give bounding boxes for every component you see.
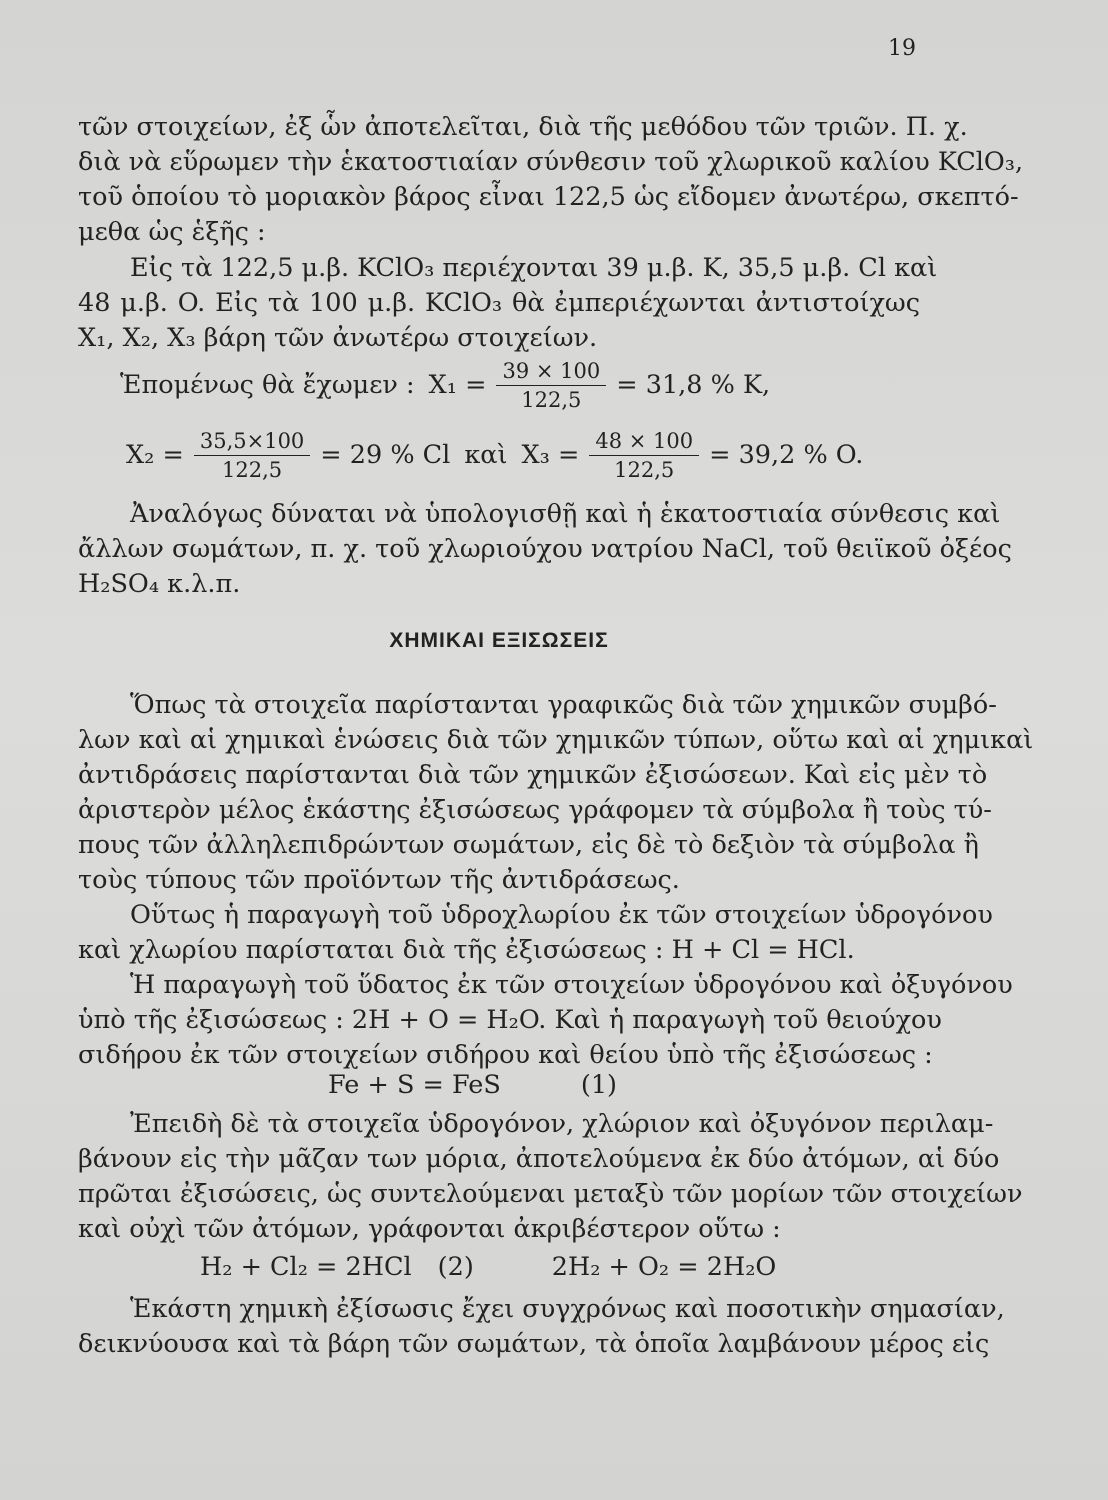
text-line: X₁, X₂, X₃ βάρη τῶν ἀνωτέρω στοιχείων. [78, 323, 598, 353]
text-line: Ἀναλόγως δύναται νὰ ὑπολογισθῇ καὶ ἡ ἑκατοστιαία σύνθεσις καὶ [130, 499, 1001, 529]
text-line: Οὕτως ἡ παραγωγὴ τοῦ ὑδροχλωρίου ἐκ τῶν στοιχείων ὑδρογόνου [130, 900, 993, 930]
fraction [589, 429, 699, 482]
fraction-denominator: 122,5 [222, 457, 283, 482]
text-line: δεικνύουσα καὶ τὰ βάρη τῶν σωμάτων, τὰ ὁποῖα λαμβάνουν μέρος εἰς [78, 1329, 990, 1359]
text-line: ἄλλων σωμάτων, π. χ. τοῦ χλωριούχου νατρίου NaCl, τοῦ θειϊκοῦ ὀξέος [78, 534, 1012, 564]
section-heading: ΧΗΜΙΚΑΙ ΕΞΙΣΩΣΕΙΣ [389, 629, 609, 652]
fraction-numerator: 35,5×100 [194, 429, 310, 456]
equation-lead: Ἑπομένως θὰ ἔχωμεν : [120, 370, 415, 400]
text-line: ὑπὸ τῆς ἐξισώσεως : 2H + O = H₂O. Καὶ ἡ παραγωγὴ τοῦ θειούχου [78, 1005, 942, 1035]
text-line: τοὺς τύπους τῶν προϊόντων τῆς ἀντιδράσεως. [78, 865, 680, 895]
equation-lhs: X₁ = [428, 370, 487, 400]
equation-lhs: X₂ = [126, 440, 184, 470]
text-line: H₂SO₄ κ.λ.π. [78, 569, 241, 599]
equation-label: (1) [580, 1070, 617, 1100]
text-line: μεθα ὡς ἑξῆς : [78, 217, 266, 247]
text-line: τοῦ ὁποίου τὸ μοριακὸν βάρος εἶναι 122,5 ὡς εἴδομεν ἀνωτέρω, σκεπτό- [78, 182, 1019, 212]
equation-result: = 39,2 % O. [709, 440, 864, 470]
text-line: ἀντιδράσεις παρίστανται διὰ τῶν χημικῶν ἐξισώσεων. Καὶ εἰς μὲν τὸ [78, 760, 988, 790]
fraction-denominator: 122,5 [614, 457, 675, 482]
text-line: Ἐπειδὴ δὲ τὰ στοιχεῖα ὑδρογόνον, χλώριον καὶ ὀξυγόνον περιλαμ- [130, 1109, 994, 1139]
text-line: Ἑκάστη χημικὴ ἐξίσωσις ἔχει συγχρόνως καὶ ποσοτικὴν σημασίαν, [130, 1294, 1005, 1324]
text-line: Εἰς τὰ 122,5 μ.β. KClO₃ περιέχονται 39 μ.β. K, 35,5 μ.β. Cl καὶ [130, 253, 938, 283]
equation-x2-x3 [126, 420, 863, 490]
fraction-numerator: 48 × 100 [589, 429, 699, 456]
equation-formula: H₂ + Cl₂ = 2HCl [200, 1252, 412, 1282]
equation-result: = 31,8 % K, [616, 370, 771, 400]
text-line: λων καὶ αἱ χημικαὶ ἑνώσεις διὰ τῶν χημικῶν τύπων, οὕτω καὶ αἱ χημικαὶ [78, 725, 1034, 755]
text-line: πρῶται ἐξισώσεις, ὡς συντελούμεναι μεταξὺ τῶν μορίων τῶν στοιχείων [78, 1179, 1023, 1209]
equation-formula: Fe + S = FeS [328, 1070, 501, 1100]
fraction [496, 359, 606, 412]
text-line: 48 μ.β. O. Εἰς τὰ 100 μ.β. KClO₃ θὰ ἐμπεριέχωνται ἀντιστοίχως [78, 288, 920, 318]
page-number: 19 [888, 36, 916, 61]
fraction-numerator: 39 × 100 [496, 359, 606, 386]
text-line: πους τῶν ἀλληλεπιδρώντων σωμάτων, εἰς δὲ τὸ δεξιὸν τὰ σύμβολα ἢ [78, 830, 979, 860]
text-line: διὰ νὰ εὕρωμεν τὴν ἑκατοστιαίαν σύνθεσιν τοῦ χλωρικοῦ καλίου KClO₃, [78, 147, 1024, 177]
equation-x1 [120, 350, 770, 420]
text-line: καὶ χλωρίου παρίσταται διὰ τῆς ἐξισώσεως : H + Cl = HCl. [78, 935, 855, 965]
text-line: Ἡ παραγωγὴ τοῦ ὕδατος ἐκ τῶν στοιχείων ὑδρογόνου καὶ ὀξυγόνου [130, 970, 1013, 1000]
text-line: τῶν στοιχείων, ἐξ ὧν ἀποτελεῖται, διὰ τῆς μεθόδου τῶν τριῶν. Π. χ. [78, 112, 968, 142]
text-line: καὶ οὐχὶ τῶν ἀτόμων, γράφονται ἀκριβέστερον οὕτω : [78, 1214, 781, 1244]
equation-result: = 29 % Cl [320, 440, 451, 470]
text-line: ἀριστερὸν μέλος ἑκάστης ἐξισώσεως γράφομεν τὰ σύμβολα ἢ τοὺς τύ- [78, 795, 992, 825]
equation-lhs: X₃ = [521, 440, 580, 470]
text-line: σιδήρου ἐκ τῶν στοιχείων σιδήρου καὶ θείου ὑπὸ τῆς ἐξισώσεως : [78, 1040, 933, 1070]
text-line: βάνουν εἰς τὴν μᾶζαν των μόρια, ἀποτελούμενα ἐκ δύο ἀτόμων, αἱ δύο [78, 1144, 1000, 1174]
equation-connector: καὶ [464, 440, 508, 470]
fraction [194, 429, 310, 482]
text-line: Ὅπως τὰ στοιχεῖα παρίστανται γραφικῶς διὰ τῶν χημικῶν συμβό- [130, 690, 997, 720]
equation-formula: 2H₂ + O₂ = 2H₂O [551, 1252, 777, 1282]
fraction-denominator: 122,5 [521, 387, 582, 412]
equation-label: (2) [437, 1252, 474, 1282]
